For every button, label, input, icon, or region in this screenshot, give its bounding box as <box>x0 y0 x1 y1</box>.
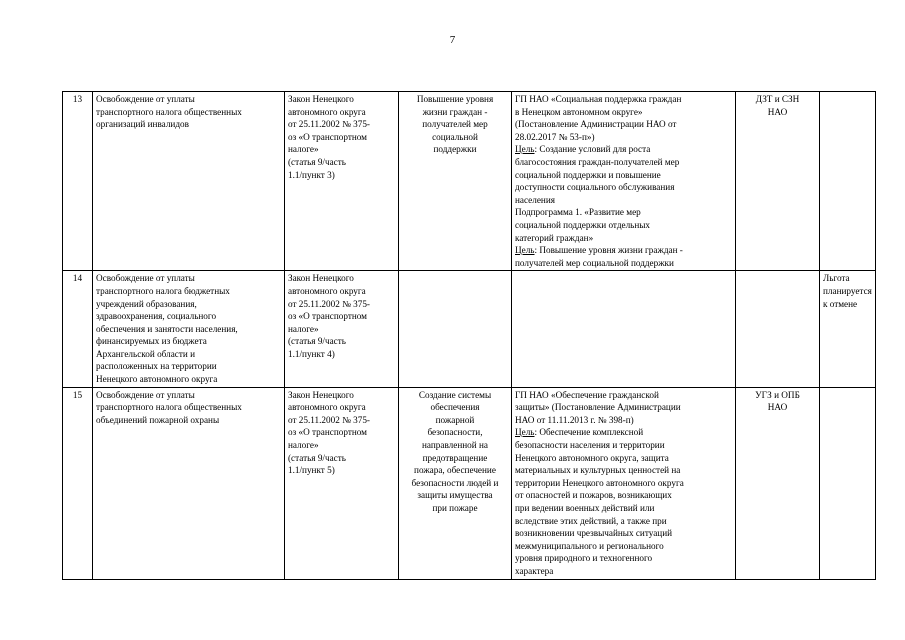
goal-line: социальной <box>432 131 478 142</box>
benefit-name-line: учреждений образования, <box>96 298 197 309</box>
benefit-name-cell <box>93 387 285 579</box>
program-goal-line <box>515 143 732 156</box>
program-cell <box>512 271 736 387</box>
curator-line: ДЗТ и СЗН <box>755 94 800 104</box>
benefit-name-line: транспортного налога общественных <box>96 402 242 413</box>
note-line: планируется <box>823 285 872 296</box>
program-cell <box>512 92 736 271</box>
row-number: 13 <box>63 92 93 271</box>
law-line: от 25.11.2002 № 375- <box>288 414 370 425</box>
program-line: НАО от 11.11.2013 г. № 398-п) <box>515 414 634 425</box>
program-goal-text: : Обеспечение комплексной <box>534 427 644 438</box>
program-line: доступности социального обслуживания <box>515 182 675 193</box>
law-line: Закон Ненецкого <box>288 94 354 104</box>
program-line: территории Ненецкого автономного округа <box>515 477 684 488</box>
law-line: 1.1/пункт 5) <box>288 465 335 476</box>
table-row <box>63 92 876 271</box>
program-line: категорий граждан» <box>515 232 594 243</box>
goal-line: направленной на <box>422 440 488 451</box>
program-line: от опасностей и пожаров, возникающих <box>515 490 672 501</box>
program-line: материальных и культурных ценностей на <box>515 465 681 476</box>
goal-line: Повышение уровня <box>416 94 494 104</box>
benefit-name-line: транспортного налога бюджетных <box>96 285 230 296</box>
law-line: (статья 9/часть <box>288 336 346 347</box>
curator-line: НАО <box>767 402 788 413</box>
law-line: (статья 9/часть <box>288 452 346 463</box>
program-line: вследствие этих действий, а также при <box>515 515 667 526</box>
goal-line: безопасности людей и <box>411 477 499 488</box>
program-line: благосостояния граждан-получателей мер <box>515 156 680 167</box>
benefit-name-line: здравоохранения, социального <box>96 311 217 322</box>
program-line: безопасности населения и территории <box>515 440 665 451</box>
law-line: автономного округа <box>288 285 366 296</box>
note-cell <box>820 387 876 579</box>
law-line: Закон Ненецкого <box>288 389 354 400</box>
goal-line: жизни граждан - <box>422 106 488 117</box>
goal-line: безопасности, <box>427 427 483 438</box>
benefit-name-cell <box>93 92 285 271</box>
goal-label: Цель <box>515 427 535 438</box>
program-line: ГП НАО «Социальная поддержка граждан <box>515 94 682 104</box>
program-goal-text: : Повышение уровня жизни граждан - <box>534 245 683 256</box>
table-row <box>63 387 876 579</box>
program-line: социальной поддержки отдельных <box>515 219 651 230</box>
goal-line: пожарной <box>435 414 475 425</box>
program-line: получателей мер социальной поддержки <box>515 257 674 268</box>
goal-line: пожара, обеспечение <box>414 465 496 476</box>
row-number: 15 <box>63 387 93 579</box>
law-line: 1.1/пункт 4) <box>288 348 335 359</box>
benefit-name-line: расположенных на территории <box>96 361 217 372</box>
goal-cell <box>399 271 512 387</box>
goal-label: Цель <box>515 245 535 256</box>
curator-line: УГЗ и ОПБ <box>755 389 800 400</box>
law-line: налоге» <box>288 144 319 155</box>
program-cell <box>512 387 736 579</box>
benefit-name-cell <box>93 271 285 387</box>
note-line: Льгота <box>823 273 850 284</box>
note-cell <box>820 271 876 387</box>
law-cell <box>285 387 399 579</box>
benefit-name-line: транспортного налога общественных <box>96 106 242 117</box>
table-row <box>63 271 876 387</box>
law-cell <box>285 92 399 271</box>
benefit-name-line: Освобождение от уплаты <box>96 273 195 284</box>
note-line: к отмене <box>823 298 858 309</box>
law-line: оз «О транспортном <box>288 131 367 142</box>
program-line: возникновении чрезвычайных ситуаций <box>515 528 673 539</box>
benefit-name-line: объединений пожарной охраны <box>96 414 220 425</box>
program-line: социальной поддержки и повышение <box>515 169 661 180</box>
law-line: автономного округа <box>288 402 366 413</box>
benefit-name-line: Освобождение от уплаты <box>96 94 195 104</box>
curator-cell <box>736 271 820 387</box>
goal-label: Цель <box>515 144 535 155</box>
benefit-name-line: обеспечения и занятости населения, <box>96 323 238 334</box>
goal-line: Создание системы <box>418 389 492 400</box>
benefits-table <box>62 91 876 580</box>
law-line: оз «О транспортном <box>288 311 367 322</box>
law-line: от 25.11.2002 № 375- <box>288 298 370 309</box>
law-line: налоге» <box>288 440 319 451</box>
note-cell <box>820 92 876 271</box>
law-line: Закон Ненецкого <box>288 273 354 284</box>
law-line: налоге» <box>288 323 319 334</box>
benefit-name-line: Освобождение от уплаты <box>96 389 195 400</box>
goal-line: получателей мер <box>422 119 488 130</box>
benefit-name-line: финансируемых из бюджета <box>96 336 207 347</box>
law-cell <box>285 271 399 387</box>
program-line: населения <box>515 194 555 205</box>
page-number: 7 <box>449 34 456 46</box>
program-line: при ведении военных действий или <box>515 503 655 513</box>
goal-cell <box>399 387 512 579</box>
program-goal-line <box>515 244 732 257</box>
program-line: в Ненецком автономном округе» <box>515 106 643 117</box>
row-number: 14 <box>63 271 93 387</box>
program-line: 28.02.2017 № 53-п») <box>515 131 595 142</box>
goal-line: поддержки <box>433 144 477 155</box>
program-line: защиты» (Постановление Администрации <box>515 402 681 413</box>
curator-line: НАО <box>767 106 788 117</box>
program-line: (Постановление Администрации НАО от <box>515 119 677 130</box>
benefit-name-line: Архангельской области и <box>96 348 196 359</box>
program-line: уровня природного и техногенного <box>515 553 653 564</box>
law-line: (статья 9/часть <box>288 156 346 167</box>
law-line: автономного округа <box>288 106 366 117</box>
curator-cell <box>736 92 820 271</box>
goal-line: защиты имущества <box>417 490 493 501</box>
law-line: оз «О транспортном <box>288 427 367 438</box>
benefit-name-line: организаций инвалидов <box>96 119 189 130</box>
program-goal-text: : Создание условий для роста <box>534 144 651 155</box>
goal-line: при пожаре <box>432 503 478 513</box>
goal-line: обеспечения <box>430 402 480 413</box>
law-line: от 25.11.2002 № 375- <box>288 119 370 130</box>
law-line: 1.1/пункт 3) <box>288 169 335 180</box>
program-line: Подпрограмма 1. «Развитие мер <box>515 207 641 218</box>
program-line: межмуниципального и регионального <box>515 540 664 551</box>
goal-line: предотвращение <box>422 452 488 463</box>
curator-cell <box>736 387 820 579</box>
program-line: характера <box>515 565 554 576</box>
program-line: ГП НАО «Обеспечение гражданской <box>515 389 659 400</box>
goal-cell <box>399 92 512 271</box>
program-line: Ненецкого автономного округа, защита <box>515 452 669 463</box>
program-goal-line <box>515 426 732 439</box>
benefit-name-line: Ненецкого автономного округа <box>96 374 218 385</box>
